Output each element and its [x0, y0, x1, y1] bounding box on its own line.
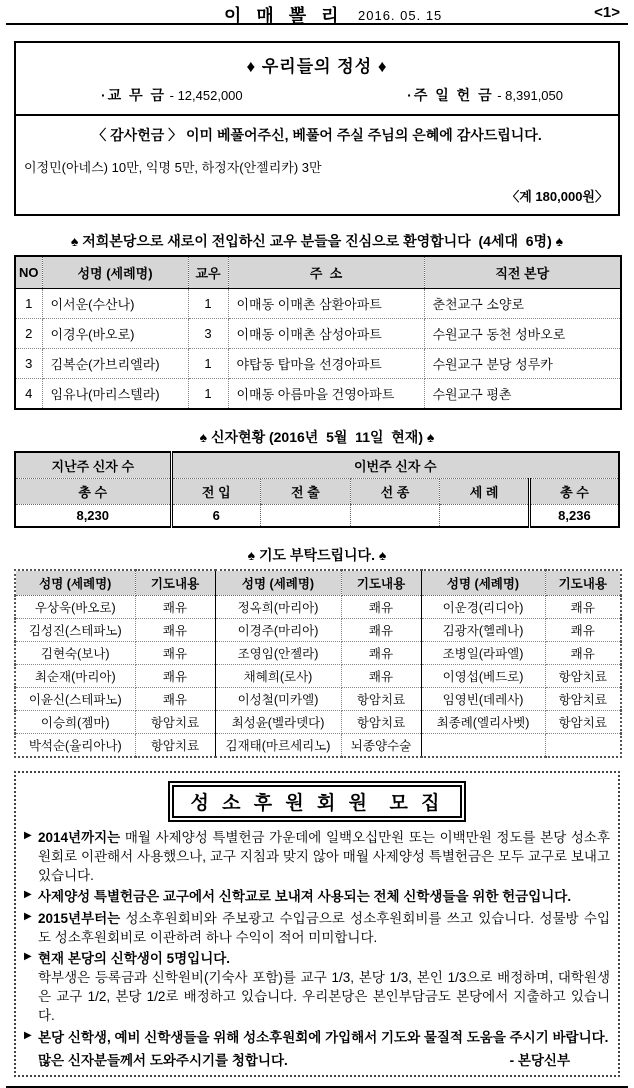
gyomugeum-value: - 12,452,000 — [166, 88, 243, 103]
bulletin-date: 2016. 05. 15 — [358, 8, 443, 23]
recruit-bullet-3 — [24, 909, 610, 947]
prayer-content: 쾌유 — [341, 596, 421, 619]
cell-no: 2 — [15, 319, 42, 349]
cell-prev-parish: 수원교구 동천 성바오로 — [424, 319, 621, 349]
col-name: 성명 (세례명) — [42, 256, 188, 289]
new-members-table — [14, 255, 622, 410]
col-name-2: 성명 (세례명) — [215, 570, 341, 596]
cell-address: 이매동 이매촌 삼성아파트 — [228, 319, 424, 349]
bottom-rule — [6, 1086, 628, 1088]
recruit-bullet-2 — [24, 887, 610, 906]
thanks-offering-line: 〈 감사헌금 〉 이미 베풀어주신, 베풀어 주실 주님의 은혜에 감사드립니다. — [92, 127, 542, 143]
prayer-name: 채혜희(로사) — [215, 665, 341, 688]
this-week-header: 이번주 신자 수 — [171, 452, 619, 479]
triangle-bullet-icon: ▶ — [24, 830, 32, 841]
juilheongeum-label: ·주 일 헌 금 — [407, 87, 494, 103]
seonjong-value — [350, 505, 440, 528]
bulletin-title: 이 매 뽈 리 — [224, 6, 344, 26]
signature: - 본당신부 — [509, 1052, 570, 1068]
prayer-content: 쾌유 — [545, 596, 621, 619]
col-address: 주 소 — [228, 256, 424, 289]
prayer-content: 뇌종양수술 — [341, 734, 421, 758]
closing-text: 많은 신자분들께서 도와주시기를 청합니다. — [38, 1052, 288, 1068]
prayer-name: 박석순(율리아나) — [15, 734, 135, 758]
prayer-name: 조병일(라파엘) — [421, 642, 545, 665]
cell-address: 이매동 아름마을 건영아파트 — [228, 379, 424, 410]
prayer-name: 이영섭(베드로) — [421, 665, 545, 688]
cell-no: 4 — [15, 379, 42, 410]
table-row — [15, 665, 621, 688]
prayer-table — [14, 569, 622, 758]
recruit-title: 성 소 후 원 회 원 모 집 — [172, 785, 461, 818]
prayer-name: 최순재(마리아) — [15, 665, 135, 688]
prayer-content: 항암치료 — [341, 711, 421, 734]
recruit-bullet-1 — [24, 828, 610, 885]
triangle-bullet-icon: ▶ — [24, 950, 32, 962]
cell-name: 임유나(마리스텔라) — [42, 379, 188, 410]
offering-amounts — [16, 83, 618, 116]
masthead — [6, 0, 628, 25]
recruit-bullet-4 — [24, 949, 610, 1026]
table-row — [15, 505, 619, 528]
prayer-name: 김재태(마르세리노) — [215, 734, 341, 758]
prayer-name — [421, 734, 545, 758]
total-header-last: 총 수 — [15, 479, 171, 505]
cell-no: 3 — [15, 349, 42, 379]
bullet-bold-text: 사제양성 특별헌금은 교구에서 신학교로 보내져 사용되는 전체 신학생들을 위한 헌금입니다. — [38, 889, 572, 905]
prayer-content: 쾌유 — [545, 619, 621, 642]
prayer-name: 이운경(리디아) — [421, 596, 545, 619]
prayer-content: 항암치료 — [135, 711, 215, 734]
recruit-title-wrap — [24, 781, 610, 822]
table-row — [15, 319, 621, 349]
table-header-row — [15, 452, 619, 479]
cell-gyou: 1 — [188, 289, 228, 319]
bullet-text: 성소후원회비와 주보광고 수입금으로 성소후원회비를 쓰고 있습니다. 성물방 수입도 성소후원회비로 이관하려 하나 수익이 적어 미미합니다. — [38, 910, 610, 945]
last-week-header: 지난주 신자 수 — [15, 452, 171, 479]
triangle-bullet-icon: ▶ — [24, 889, 32, 901]
prayer-content — [545, 734, 621, 758]
prayer-content: 쾌유 — [341, 665, 421, 688]
prayer-name: 최성윤(벨라뎃다) — [215, 711, 341, 734]
prayer-content: 항암치료 — [545, 665, 621, 688]
recruit-title-frame — [168, 781, 465, 822]
bullet-bold-text: 현재 본당의 신학생이 5명입니다. — [38, 950, 231, 966]
table-row — [15, 349, 621, 379]
cell-name: 김복순(가브리엘라) — [42, 349, 188, 379]
prayer-content: 쾌유 — [341, 619, 421, 642]
table-header-row — [15, 256, 621, 289]
new-members-title: ♠ 저희본당으로 새로이 전입하신 교우 분들을 진심으로 환영합니다 (4세대 6명) ♠ — [70, 233, 564, 249]
col-name-3: 성명 (세례명) — [421, 570, 545, 596]
col-content-1: 기도내용 — [135, 570, 215, 596]
prayer-name: 이윤신(스테파노) — [15, 688, 135, 711]
triangle-bullet-icon: ▶ — [24, 910, 32, 922]
table-header-row — [15, 570, 621, 596]
juilheongeum-value: - 8,391,050 — [493, 88, 563, 103]
total-header-this: 총 수 — [529, 479, 619, 505]
prayer-content: 쾌유 — [135, 688, 215, 711]
cell-prev-parish: 춘천교구 소양로 — [424, 289, 621, 319]
triangle-bullet-icon: ▶ — [24, 1029, 32, 1041]
col-content-2: 기도내용 — [341, 570, 421, 596]
col-content-3: 기도내용 — [545, 570, 621, 596]
serye-header: 세 례 — [440, 479, 530, 505]
recruit-closing-line — [24, 1049, 610, 1069]
serye-value — [440, 505, 530, 528]
bullet-bold-text: 2014년까지는 — [38, 830, 121, 845]
cell-name: 이서운(수산나) — [42, 289, 188, 319]
offering-total: 〈계 180,000원〉 — [506, 189, 608, 204]
prayer-name: 임영빈(데레사) — [421, 688, 545, 711]
table-row — [15, 379, 621, 410]
prayer-content: 쾌유 — [135, 642, 215, 665]
table-subheader-row — [15, 479, 619, 505]
prayer-content: 쾌유 — [135, 665, 215, 688]
prayer-name: 정옥희(마리아) — [215, 596, 341, 619]
prayer-name: 김광자(헬레나) — [421, 619, 545, 642]
bullet-bold-text: 2015년부터는 — [38, 910, 121, 926]
table-row — [15, 289, 621, 319]
gyomugeum-label: ·교 무 금 — [101, 87, 167, 103]
bullet-block-text: 학부생은 등록금과 신학원비(기숙사 포함)를 교구 1/3, 본당 1/3, 본인 1/3으로 배정하며, 대학원생은 교구 1/2, 본당 1/2로 배정하고 있습니다. 우리본당은 본인부담금도 본당에서 지출하고 있습니다. — [38, 970, 610, 1024]
cell-prev-parish: 수원교구 분당 성루카 — [424, 349, 621, 379]
cell-no: 1 — [15, 289, 42, 319]
table-row — [15, 734, 621, 758]
col-no: NO — [15, 256, 42, 289]
table-row — [15, 642, 621, 665]
prayer-content: 쾌유 — [135, 596, 215, 619]
last-week-total: 8,230 — [76, 508, 110, 523]
gyomugeum-amount — [101, 85, 243, 105]
recruit-bullet-5 — [24, 1028, 610, 1047]
cell-address: 이매동 이매촌 삼환아파트 — [228, 289, 424, 319]
table-row — [15, 711, 621, 734]
jeonip-value: 6 — [171, 505, 261, 528]
prayer-name: 조영임(안젤라) — [215, 642, 341, 665]
page-number: <1> — [594, 4, 620, 21]
col-name-1: 성명 (세례명) — [15, 570, 135, 596]
donors-line: 이정민(아네스) 10만, 익명 5만, 하정자(안젤리카) 3만 — [24, 160, 322, 175]
cell-prev-parish: 수원교구 평촌 — [424, 379, 621, 410]
prayer-name: 이성철(미카엘) — [215, 688, 341, 711]
prayer-name: 우상욱(바오로) — [15, 596, 135, 619]
prayer-name: 이승희(젬마) — [15, 711, 135, 734]
recruit-box — [14, 771, 620, 1077]
prayer-content: 항암치료 — [341, 688, 421, 711]
prayer-content: 쾌유 — [545, 642, 621, 665]
table-row — [15, 596, 621, 619]
col-gyou: 교우 — [188, 256, 228, 289]
bullet-text: 매월 사제양성 특별헌금 가운데에 일백오십만원 또는 이백만원 정도를 본당 성소후원회로 이관해서 사용했으나, 교구 지침과 맞지 않아 매월 사제양성 특별헌금은 모두 교구로 보내고 있습니다. — [38, 830, 610, 884]
offering-title: ♦ 우리들의 정성 ♦ — [246, 57, 388, 76]
this-week-total: 8,236 — [529, 505, 619, 528]
prayer-content: 항암치료 — [545, 688, 621, 711]
prayer-name: 김현숙(보나) — [15, 642, 135, 665]
table-row — [15, 688, 621, 711]
prayer-name: 최종례(엘리사벳) — [421, 711, 545, 734]
table-row — [15, 619, 621, 642]
col-prev-parish: 직전 본당 — [424, 256, 621, 289]
jeonchul-header: 전 출 — [261, 479, 351, 505]
cell-name: 이경우(바오로) — [42, 319, 188, 349]
prayer-name: 김성진(스테파노) — [15, 619, 135, 642]
offering-box — [14, 41, 620, 216]
prayer-name: 이경주(마리아) — [215, 619, 341, 642]
jeonip-header: 전 입 — [171, 479, 261, 505]
cell-gyou: 3 — [188, 319, 228, 349]
prayer-content: 쾌유 — [135, 619, 215, 642]
seonjong-header: 선 종 — [350, 479, 440, 505]
cell-gyou: 1 — [188, 379, 228, 410]
member-status-table — [14, 451, 620, 528]
prayer-content: 항암치료 — [135, 734, 215, 758]
cell-address: 야탑동 탑마을 선경아파트 — [228, 349, 424, 379]
juilheongeum-amount — [407, 85, 563, 105]
prayer-content: 쾌유 — [341, 642, 421, 665]
member-status-title: ♠ 신자현황 (2016년 5월 11일 현재) ♠ — [199, 429, 435, 445]
jeonchul-value — [261, 505, 351, 528]
prayer-title: ♠ 기도 부탁드립니다. ♠ — [247, 547, 387, 563]
prayer-content: 항암치료 — [545, 711, 621, 734]
bullet-bold-text: 본당 신학생, 예비 신학생들을 위해 성소후원회에 가입해서 기도와 물질적 도움을 주시기 바랍니다. — [38, 1029, 609, 1045]
cell-gyou: 1 — [188, 349, 228, 379]
